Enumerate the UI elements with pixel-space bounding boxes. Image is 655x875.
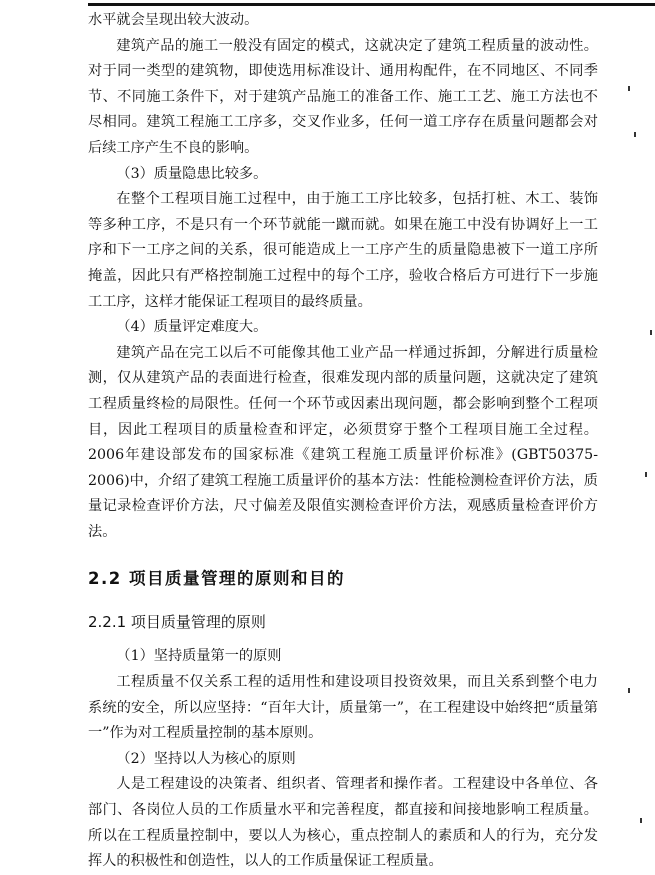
list-item-1: （1）坚持质量第一的原则 bbox=[116, 648, 282, 665]
scan-mark bbox=[640, 818, 642, 823]
list-item-3: （3）质量隐患比较多。 bbox=[116, 165, 268, 182]
subsection-heading-2-2-1: 2.2.1 项目质量管理的原则 bbox=[88, 613, 266, 632]
scan-mark bbox=[628, 688, 630, 693]
list-item-4: （4）质量评定难度大。 bbox=[116, 319, 268, 336]
section-heading-2-2: 2.2 项目质量管理的原则和目的 bbox=[88, 569, 345, 589]
paragraph-evaluation: 建筑产品在完工以后不可能像其他工业产品一样通过拆卸，分解进行质量检测，仅从建筑产品的表面进行检查，很难发现内部的质量问题，这就决定了建筑工程质量终检的局限性。任何一个环节或因素出现问题，都会影响到整个工程项目，因此工程项目的质量检查和评定，必须贯穿于整个工程项目施工全过程。2006年建设部发布的国家标准《建筑工程施工质量评价标准》(GBT50375-2006)中，介绍了建筑工程施工质量评价的基本方法：性能检测检查评价方法，质量记录检查评价方法，尺寸偏差及限值实测检查评价方法，观感质量检查评价方法。 bbox=[88, 344, 598, 540]
scan-mark bbox=[628, 86, 630, 91]
paragraph-people-core: 人是工程建设的决策者、组织者、管理者和操作者。工程建设中各单位、各部门、各岗位人员的工作质量水平和完善程度，都直接和间接地影响工程质量。所以在工程质量控制中，要以人为核心，重点控制人的素质和人的行为，充分发挥人的积极性和创造性，以人的工作质量保证工程质量。 bbox=[88, 776, 598, 870]
header-rule bbox=[88, 3, 655, 6]
scan-mark bbox=[634, 132, 636, 137]
paragraph-continuation: 水平就会呈现出较大波动。 bbox=[88, 12, 259, 28]
list-item-2: （2）坚持以人为核心的原则 bbox=[116, 750, 296, 767]
paragraph-hidden-defects: 在整个工程项目施工过程中，由于施工工序比较多，包括打桩、木工、装饰等多种工序，不是只有一个环节就能一蹴而就。如果在施工中没有协调好上一工序和下一工序之间的关系，很可能造成上一工序产生的质量隐患被下一道工序所掩盖，因此只有严格控制施工过程中的每个工序，验收合格后方可进行下一步施工工序，这样才能保证工程项目的最终质量。 bbox=[88, 191, 598, 310]
scan-mark bbox=[645, 472, 647, 477]
page-body bbox=[88, 8, 598, 875]
scan-mark bbox=[650, 330, 652, 335]
paragraph-variability: 建筑产品的施工一般没有固定的模式，这就决定了建筑工程质量的波动性。对于同一类型的建筑物，即使选用标准设计、通用构配件，在不同地区、不同季节、不同施工条件下，对于建筑产品施工的准备工作、施工工艺、施工方法也不尽相同。建筑工程施工工序多，交叉作业多，任何一道工序存在质量问题都会对后续工序产生不良的影响。 bbox=[88, 37, 598, 156]
paragraph-quality-first: 工程质量不仅关系工程的适用性和建设项目投资效果，而且关系到整个电力系统的安全，所以应坚持：“百年大计，质量第一”，在工程建设中始终把“质量第一”作为对工程质量控制的基本原则。 bbox=[88, 674, 598, 742]
